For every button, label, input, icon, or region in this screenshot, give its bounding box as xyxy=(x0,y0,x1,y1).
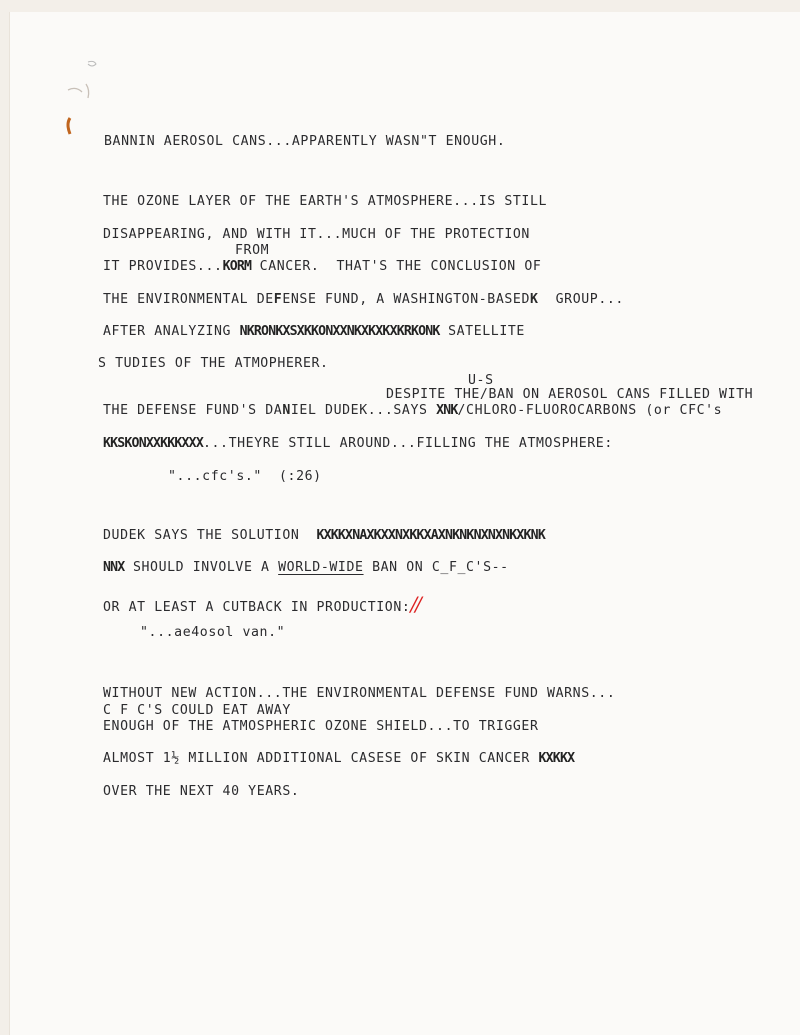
text-segment: /CHLORO-FLUOROCARBONS (or CFC's xyxy=(457,403,723,418)
text-segment: ...THEYRE STILL AROUND...FILLING THE ATMOSPHERE: xyxy=(202,436,613,451)
underlined-text: WORLD-WIDE xyxy=(278,560,364,575)
struck-out-text: NNX xyxy=(103,560,125,575)
typed-insert: DESPITE THE/BAN ON AEROSOL CANS FILLED WITH xyxy=(386,387,754,402)
margin-scribble-icon xyxy=(58,54,108,139)
paragraph-line: BANNIN AEROSOL CANS...APPARENTLY WASN"T ENOUGH. xyxy=(104,134,506,149)
paragraph-line xyxy=(103,752,574,765)
typed-insert: C F C'S COULD EAT AWAY xyxy=(103,703,291,718)
text-segment: ENSE FUND, A WASHINGTON-BASED xyxy=(282,292,530,307)
struck-out-text: XNK xyxy=(436,403,458,418)
text-segment: SATELLITE xyxy=(439,324,525,339)
paragraph-line xyxy=(103,561,509,574)
struck-out-text: KXKKX xyxy=(538,751,575,766)
paragraph-line: THE OZONE LAYER OF THE EARTH'S ATMOSPHERE...IS STILL xyxy=(103,194,548,209)
text-segment: AFTER ANALYZING xyxy=(103,324,240,339)
sound-bite-cue: "...cfc's." (:26) xyxy=(168,469,322,484)
typed-insert: U-S xyxy=(468,373,494,388)
paragraph-line xyxy=(103,293,624,306)
text-segment: OR AT LEAST A CUTBACK IN PRODUCTION: xyxy=(103,600,411,615)
text-segment: IT PROVIDES... xyxy=(103,259,223,274)
paragraph-line xyxy=(103,325,525,338)
text-segment: ALMOST 1½ MILLION ADDITIONAL CASESE OF SKIN CANCER xyxy=(103,751,539,766)
paragraph-line xyxy=(103,437,613,450)
text-segment: THE DEFENSE FUND'S DA xyxy=(103,403,283,418)
struck-out-text: KKSKONXXKKKXXX xyxy=(103,436,203,451)
paragraph-line: OVER THE NEXT 40 YEARS. xyxy=(103,784,300,799)
overtyped-char: N xyxy=(282,403,291,418)
paragraph-line: WITHOUT NEW ACTION...THE ENVIRONMENTAL DEFENSE FUND WARNS... xyxy=(103,686,616,701)
sound-bite-cue: "...ae4osol van." xyxy=(140,625,286,640)
text-segment: BAN ON C_F_C'S-- xyxy=(363,560,509,575)
paragraph-line xyxy=(103,260,541,273)
text-segment: SHOULD INVOLVE A xyxy=(124,560,279,575)
text-segment: IEL DUDEK...SAYS xyxy=(290,403,437,418)
handwritten-insert: FROM xyxy=(235,243,270,258)
paragraph-line xyxy=(103,404,722,417)
paragraph-line: S TUDIES OF THE ATMOPHERER. xyxy=(98,356,329,371)
overtyped-char: K xyxy=(530,292,539,307)
struck-out-text: KORM xyxy=(222,259,252,274)
paragraph-line xyxy=(103,529,545,542)
paragraph-line xyxy=(103,594,420,614)
red-correction-mark: // xyxy=(410,592,420,616)
text-segment: CANCER. THAT'S THE CONCLUSION OF xyxy=(251,259,542,274)
text-segment: DUDEK SAYS THE SOLUTION xyxy=(103,528,317,543)
overtyped-char: F xyxy=(273,292,283,307)
paragraph-line: DISAPPEARING, AND WITH IT...MUCH OF THE PROTECTION xyxy=(103,227,530,242)
struck-out-text: KXKKXNAXKXXNXKKXAXNKNKNXNXNKXKNK xyxy=(316,528,545,543)
text-segment: THE ENVIRONMENTAL DE xyxy=(103,292,274,307)
text-segment: GROUP... xyxy=(538,292,624,307)
paragraph-line: ENOUGH OF THE ATMOSPHERIC OZONE SHIELD...TO TRIGGER xyxy=(103,719,539,734)
struck-out-text: NKRONKXSXKKONXXNKXKXKXKRKONK xyxy=(239,324,440,339)
typewritten-page xyxy=(10,12,800,1035)
